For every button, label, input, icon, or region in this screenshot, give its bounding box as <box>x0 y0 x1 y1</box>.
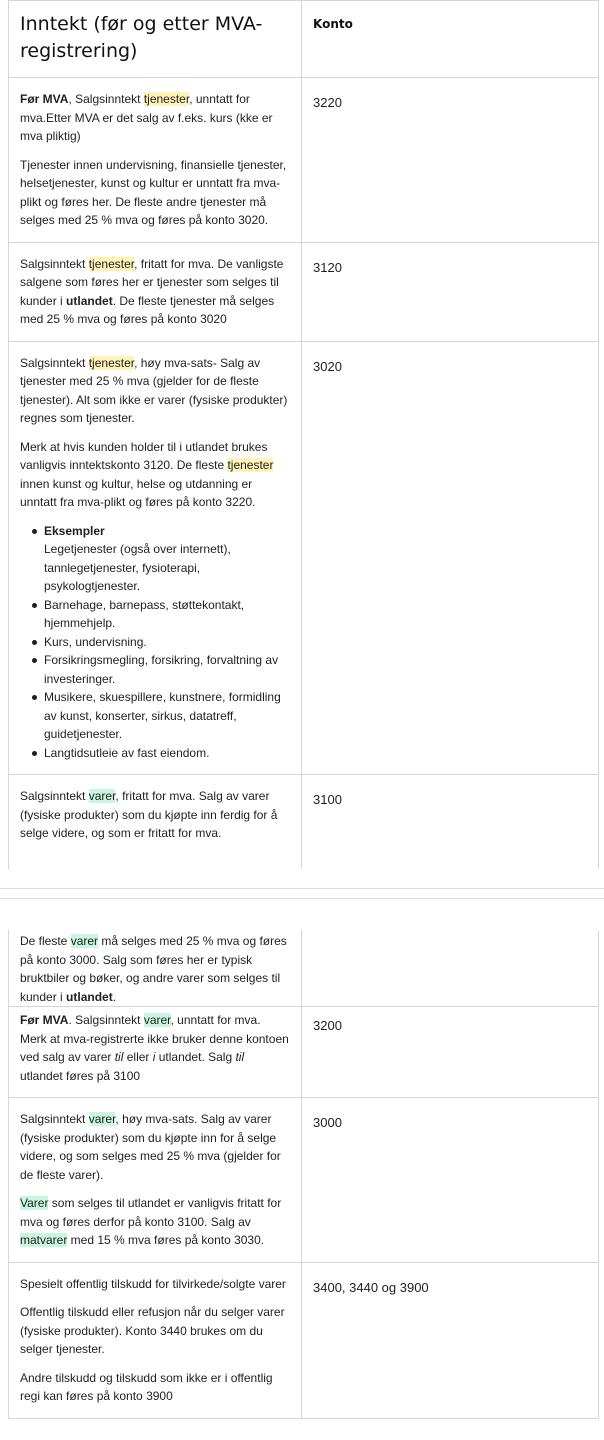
examples-title: Eksempler <box>44 523 105 538</box>
konto-cell: 3200 <box>313 1018 342 1033</box>
description-paragraph: Andre tilskudd og tilskudd som ikke er i offentlig regi kan føres på konto 3900 <box>20 1370 273 1403</box>
text-span: , høy mva-sats- Salg av tjenester med 25 % mva (gjelder for de fleste tjenester). Alt som ikke er varer (fysiske produkter) regnes som tjenester. <box>20 355 288 425</box>
table-row-3120 <box>9 243 598 342</box>
italic-text: til <box>114 1050 124 1064</box>
description-cell <box>9 930 302 1006</box>
konto-cell: 3120 <box>313 259 342 275</box>
text-span: Salgsinntekt <box>20 789 89 803</box>
highlight-tjenester: tjenester <box>88 256 135 271</box>
description-paragraph <box>20 255 290 329</box>
text-span: innen kunst og kultur, helse og utdanning er unntatt fra mva-plikt og føres på konto 3220. <box>20 476 256 509</box>
table-header-row <box>9 1 598 78</box>
income-table-continued <box>8 930 599 1419</box>
description-paragraph <box>20 1011 290 1085</box>
description-paragraph <box>20 932 290 1006</box>
konto-cell: 3020 <box>313 358 342 374</box>
description-paragraph: Offentlig tilskudd eller refusjon når du selger varer (fysiske produkter). Konto 3440 brukes om du selger tjenester. <box>20 1305 285 1356</box>
page-divider <box>0 898 604 899</box>
text-span: , unntatt for mva. Merk at mva-registrerte ikke bruker denne kontoen ved salg av varer <box>20 1013 289 1064</box>
text-span: Salgsinntekt <box>20 256 89 271</box>
bold-label: utlandet <box>66 989 113 1004</box>
italic-text: til <box>235 1050 245 1064</box>
text-span: . <box>112 989 117 1004</box>
list-item: Kurs, undervisning. <box>30 633 290 652</box>
bold-label: utlandet <box>66 293 113 308</box>
konto-cell-empty <box>302 930 598 1006</box>
text-span: , Salgsinntekt <box>68 92 144 106</box>
description-paragraph <box>20 438 290 512</box>
table-row-3100 <box>9 775 598 869</box>
description-paragraph <box>20 90 290 146</box>
header-cell-income <box>9 1 302 77</box>
description-cell <box>9 1263 302 1418</box>
description-cell <box>9 775 302 869</box>
description-paragraph <box>20 354 290 428</box>
text-span: . Salgsinntekt <box>68 1013 144 1027</box>
text-span: må selges med 25 % mva og føres på konto 3000. Salg som føres her er typisk bruktbiler og bøker, og andre varer som selges til kunder i <box>20 934 287 1004</box>
header-cell-konto <box>302 1 598 77</box>
text-span: Salgsinntekt <box>20 1112 89 1126</box>
text-span: De fleste <box>20 934 71 948</box>
description-cell <box>9 1007 302 1097</box>
list-item: Barnehage, barnepass, støttekontakt, hjemmehjelp. <box>30 596 290 633</box>
highlight-tjenester: tjenester <box>227 458 274 472</box>
bold-label: Før MVA <box>20 92 69 106</box>
table-row-3220 <box>9 78 598 243</box>
text-span: utlandet føres på 3100 <box>20 1068 141 1083</box>
italic-text: i <box>152 1050 156 1064</box>
table-row-3000 <box>9 1098 598 1263</box>
description-paragraph <box>20 787 290 843</box>
highlight-varer: Varer <box>20 1196 49 1210</box>
table-row-3400 <box>9 1263 598 1419</box>
highlight-matvarer: matvarer <box>20 1233 68 1247</box>
list-item: Forsikringsmegling, forsikring, forvaltning av investeringer. <box>30 651 290 688</box>
description-cell <box>9 243 302 341</box>
description-paragraph <box>20 1194 290 1250</box>
text-span: Salgsinntekt <box>20 355 89 370</box>
text-span: , unntatt for mva.Etter MVA er det salg av f.eks. kurs (kke er mva pliktig) <box>20 92 273 143</box>
list-item: Langtidsutleie av fast eiendom. <box>30 744 290 763</box>
page-2 <box>0 900 604 1440</box>
highlight-varer: varer <box>70 934 99 948</box>
text-span: Merk at hvis kunden holder til i utlandet brukes vanligvis inntektskonto 3120. De fleste <box>20 439 268 472</box>
description-cell <box>9 342 302 775</box>
text-span: med 15 % mva føres på konto 3030. <box>67 1233 265 1247</box>
table-row-3100-continued <box>9 930 598 1006</box>
text-span: , fritatt for mva. Salg av varer (fysiske produkter) som du kjøpte inn ferdig for å selge videre, og som er fritatt for mva. <box>20 789 278 840</box>
income-table <box>8 0 599 869</box>
text-span: , fritatt for mva. De vanligste salgene som føres her er tjenester som selges til kunder i <box>20 256 284 308</box>
highlight-tjenester: tjenester <box>88 355 135 370</box>
table-row-3020 <box>9 342 598 776</box>
page-divider <box>0 888 604 889</box>
description-cell <box>9 1098 302 1262</box>
text-span: . De fleste tjenester må selges med 25 % mva og føres på konto 3020 <box>20 293 275 326</box>
text-span: utlandet. Salg <box>155 1050 236 1064</box>
description-cell <box>9 78 302 242</box>
table-row-3200 <box>9 1006 598 1098</box>
bold-label: Før MVA <box>20 1013 69 1027</box>
description-paragraph: Tjenester innen undervisning, finansielle tjenester, helsetjenester, kunst og kultur er unntatt fra mva-plikt og føres her. De fleste andre tjenester må selges med 25 % mva og føres på konto 3020. <box>20 157 287 227</box>
examples-list <box>20 522 290 763</box>
text-span: eller <box>123 1050 153 1064</box>
highlight-varer: varer <box>143 1013 171 1027</box>
text-span: som selges til utlandet er vanligvis fritatt for mva og føres derfor på konto 3100. Salg av <box>20 1196 282 1229</box>
list-item: Musikere, skuespillere, kunstnere, formidling av kunst, konserter, sirkus, datatreff, guidetjenester. <box>30 688 290 744</box>
text-span: , høy mva-sats. Salg av varer (fysiske produkter) som du kjøpte inn for å selge videre, og som selges med 25 % mva (gjelder for de fleste varer). <box>20 1112 281 1182</box>
description-paragraph: Spesielt offentlig tilskudd for tilvirkede/solgte varer <box>20 1276 286 1291</box>
konto-header: Konto <box>313 17 353 31</box>
text-span: Legetjenester (også over internett), tannlegetjenester, fysioterapi, psykologtjenester. <box>44 542 231 593</box>
list-item <box>30 522 290 596</box>
highlight-varer: varer <box>88 1112 116 1126</box>
highlight-varer: varer <box>88 789 116 803</box>
table-title: Inntekt (før og etter MVA-registrering) <box>20 13 263 62</box>
konto-cell: 3000 <box>313 1115 342 1130</box>
konto-cell: 3400, 3440 og 3900 <box>313 1279 429 1295</box>
highlight-tjenester: tjenester <box>143 92 190 106</box>
konto-cell: 3220 <box>313 95 342 110</box>
description-paragraph <box>20 1110 290 1184</box>
konto-cell: 3100 <box>313 792 342 807</box>
